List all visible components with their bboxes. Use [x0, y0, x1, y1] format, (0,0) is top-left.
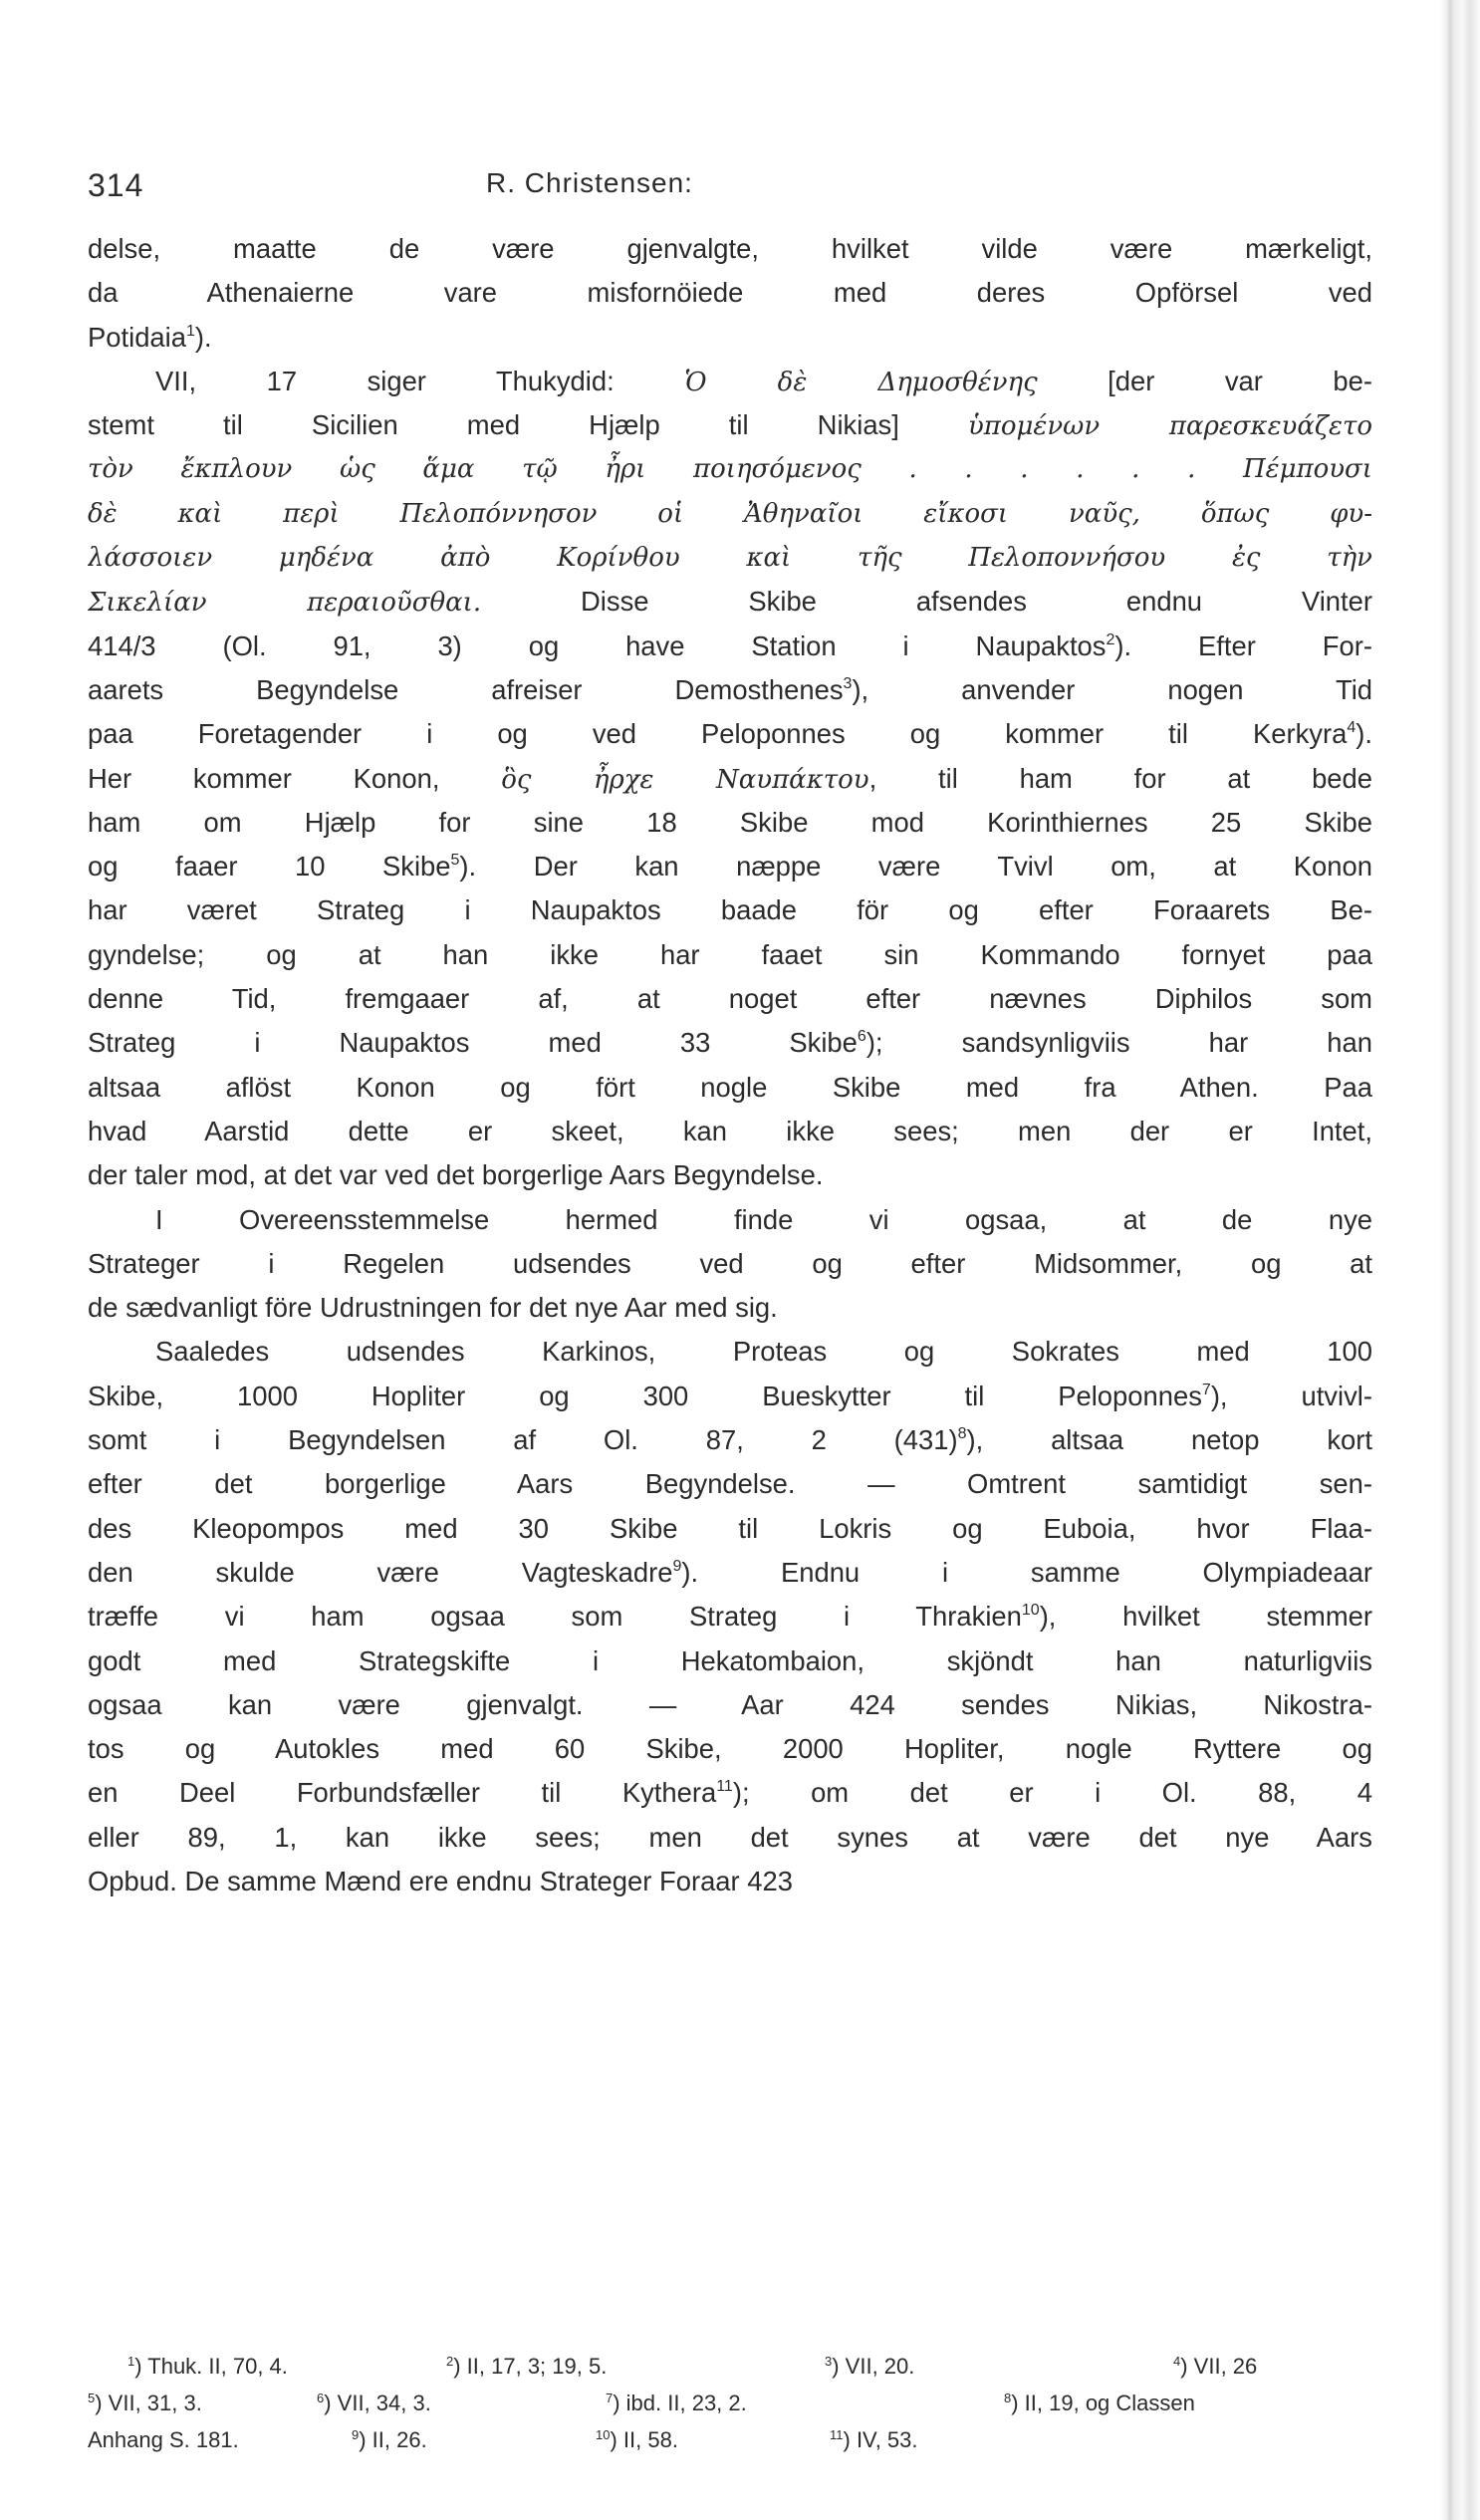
footnote-ref: 6	[857, 1028, 866, 1046]
text-line: Her kommer Konon, ὃς ἦρχε Ναυπάκτου, til ham for at bede	[88, 762, 1372, 795]
greek-quote-line: λάσσοιεν μηδένα ἀπὸ Κορίνθου καὶ τῆς Πελοποννήσου ἐς τὴν	[88, 543, 1372, 574]
text-line: altsaa aflöst Konon og fört nogle Skibe med fra Athen. Paa	[88, 1071, 1372, 1103]
text-line: ham om Hjælp for sine 18 Skibe mod Korinthiernes 25 Skibe	[88, 806, 1372, 838]
footnotes	[88, 2348, 1372, 2458]
text-line: en Deel Forbundsfæller til Kythera$^{11}$); om det er i Ol. 88, 4	[88, 1777, 1372, 1809]
greek-quote: ὑπομένων παρεσκευάζετο	[967, 411, 1372, 442]
text-line: Skibe, 1000 Hopliter og 300 Bueskytter til Peloponnes$^7$), utvivl-	[88, 1380, 1372, 1411]
footnote-ref: 4	[1347, 719, 1357, 737]
text-line: da Athenaierne vare misfornöiede med deres Opförsel ved	[88, 277, 1372, 309]
greek-quote-line: δὲ καὶ περὶ Πελοπόννησον οἱ Ἀθηναῖοι εἴκοσι ναῦς, ὅπως φυ-	[88, 498, 1372, 529]
footnote-ref: 7	[1201, 1381, 1211, 1398]
footnote: $^2$) II, 17, 3; 19, 5.	[446, 2354, 608, 2379]
text-line: eller 89, 1, kan ikke sees; men det synes at være det nye Aars	[88, 1821, 1372, 1853]
text-line: Σικελίαν περαιοῦσθαι. Disse Skibe afsendes endnu Vinter	[88, 586, 1372, 619]
footnote: $^{11}$) IV, 53.	[830, 2427, 918, 2452]
text-line: Saaledes udsendes Karkinos, Proteas og Sokrates med 100	[155, 1336, 1372, 1368]
footnote-row	[88, 2421, 1372, 2458]
footnote: $^{10}$) II, 58.	[596, 2427, 678, 2452]
greek-quote: Σικελίαν περαιοῦσθαι.	[88, 588, 482, 619]
text-line: den skulde være Vagteskadre$^9$). Endnu i samme Olympiadeaar	[88, 1556, 1372, 1588]
text-line: godt med Strategskifte i Hekatombaion, skjöndt han naturligviis	[88, 1644, 1372, 1676]
text-line: Opbud. De samme Mænd ere endnu Strateger Foraar 423	[88, 1865, 793, 1896]
text-line: gyndelse; og at han ikke har faaet sin Kommando fornyet paa	[88, 938, 1372, 970]
text-line: somt i Begyndelsen af Ol. 87, 2 $(431)^8$), altsaa netop kort	[88, 1424, 1372, 1456]
text-line: Strateg i Naupaktos med 33 Skibe$^6$); sandsynligviis har han	[88, 1027, 1372, 1059]
footnote: $^8$) II, 19, og Classen	[1004, 2391, 1195, 2415]
text-line: I Overeensstemmelse hermed finde vi ogsaa, at de nye	[155, 1203, 1372, 1235]
footnote-ref: 10	[1021, 1602, 1040, 1620]
footnote-ref: 9	[672, 1557, 682, 1575]
text-line: 414/3 (Ol. 91, 3) og have Station i Naupaktos$^2$). Efter For-	[88, 630, 1372, 661]
text-line: og faaer 10 Skibe$^5$). Der kan næppe være Tvivl om, at Konon	[88, 851, 1372, 882]
footnote-ref: 3	[843, 674, 853, 692]
text-line: denne Tid, fremgaaer af, at noget efter nævnes Diphilos som	[88, 983, 1372, 1015]
footnote: $^1$) Thuk. II, 70, 4.	[127, 2354, 288, 2379]
text-line: efter det borgerlige Aars Begyndelse. — Omtrent samtidigt sen-	[88, 1468, 1372, 1500]
page-number: 314	[88, 167, 144, 203]
greek-quote: Ὁ δὲ Δημοσθένης	[684, 367, 1038, 397]
text-line: hvad Aarstid dette er skeet, kan ikke sees; men der er Intet,	[88, 1115, 1372, 1146]
footnote: $^5$) VII, 31, 3.	[88, 2391, 202, 2415]
text-line: har været Strateg i Naupaktos baade för og efter Foraarets Be-	[88, 894, 1372, 926]
text-line: tos og Autokles med 60 Skibe, 2000 Hopliter, nogle Ryttere og	[88, 1733, 1372, 1765]
footnote: $^7$) ibd. II, 23, 2.	[606, 2391, 747, 2415]
text-line: delse, maatte de være gjenvalgte, hvilket vilde være mærkeligt,	[88, 233, 1372, 264]
footnote: $^6$) VII, 34, 3.	[317, 2391, 431, 2415]
text-line: der taler mod, at det var ved det borgerlige Aars Begyndelse.	[88, 1159, 824, 1191]
text-line: paa Foretagender i og ved Peloponnes og kommer til Kerkyra$^4$).	[88, 718, 1372, 750]
footnote-ref: 8	[957, 1425, 967, 1443]
text-line: stemt til Sicilien med Hjælp til Nikias] ὑπομένων παρεσκευάζετο	[88, 409, 1372, 442]
text-line: des Kleopompos med 30 Skibe til Lokris og Euboia, hvor Flaa-	[88, 1512, 1372, 1544]
footnote-row	[88, 2348, 1372, 2385]
running-title: R. Christensen:	[486, 167, 693, 198]
footnote: $^9$) II, 26.	[352, 2427, 427, 2452]
text-line: Strateger i Regelen udsendes ved og efter Midsommer, og at	[88, 1247, 1372, 1279]
text-line: ogsaa kan være gjenvalgt. — Aar 424 sendes Nikias, Nikostra-	[88, 1688, 1372, 1720]
footnote: $^4$) VII, 26	[1173, 2354, 1258, 2379]
footnote-ref: 1	[185, 322, 195, 340]
body-text	[88, 227, 1372, 1903]
text-line: de sædvanligt före Udrustningen for det nye Aar med sig.	[88, 1292, 778, 1324]
greek-quote-line: τὸν ἔκπλουν ὡς ἅμα τῷ ἦρι ποιησόμενος . . . . . . Πέμπουσι	[88, 454, 1372, 485]
footnote-ref: 2	[1106, 630, 1115, 648]
footnote-row	[88, 2385, 1372, 2421]
footnote-continuation: Anhang S. 181.	[88, 2427, 239, 2452]
greek-quote: ὃς ἦρχε Ναυπάκτου	[501, 764, 869, 795]
text-line: træffe vi ham ogsaa som Strateg i Thrakien$^{10}$), hvilket stemmer	[88, 1601, 1372, 1633]
text-line: VII, 17 siger Thukydid: Ὁ δὲ Δημοσθένης [der var be-	[155, 365, 1372, 397]
footnote-ref: 11	[716, 1778, 733, 1796]
text-line: aarets Begyndelse afreiser Demosthenes$^3$), anvender nogen Tid	[88, 673, 1372, 705]
footnote: $^3$) VII, 20.	[825, 2354, 915, 2379]
page-edge-shadow	[1440, 0, 1480, 2520]
text-line: Potidaia$^1$).	[88, 321, 212, 353]
running-head	[88, 167, 1362, 207]
footnote-ref: 5	[450, 852, 460, 870]
